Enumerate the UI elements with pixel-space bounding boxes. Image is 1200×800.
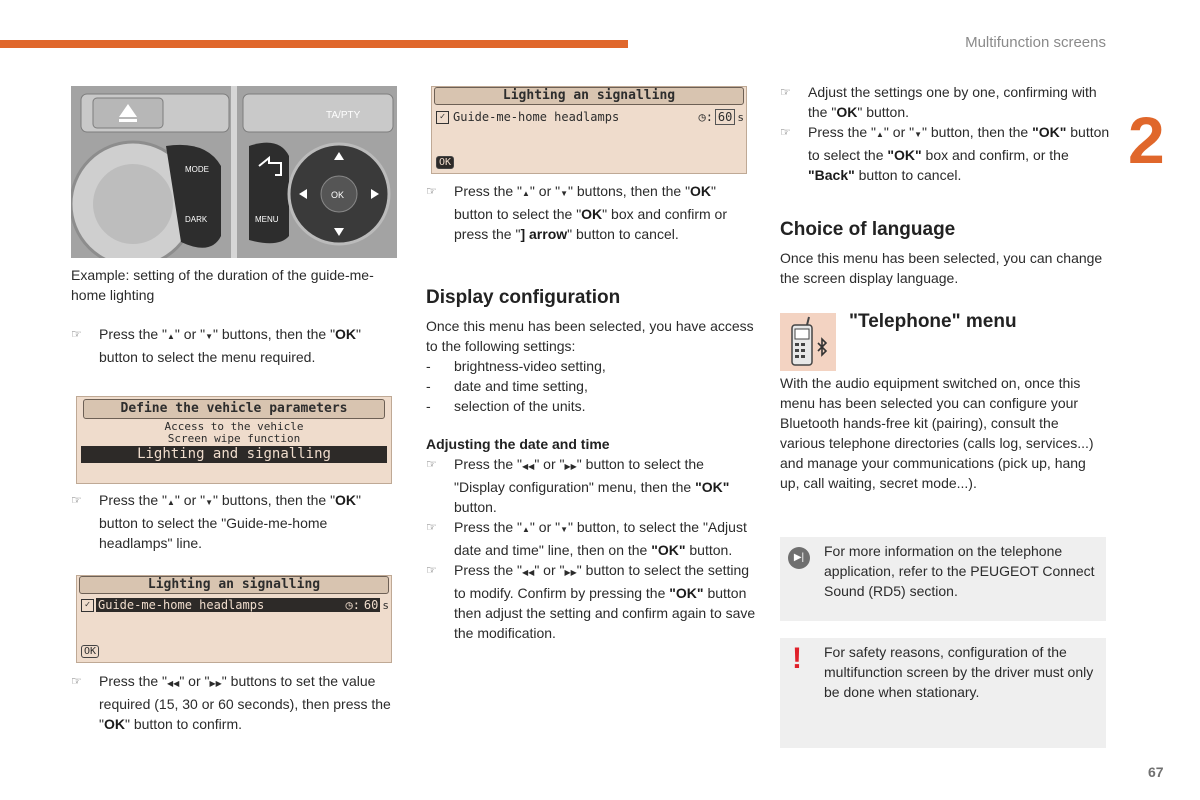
- lcd-lighting-signalling: [76, 575, 392, 663]
- pointing-hand-icon: ☞: [71, 493, 82, 507]
- up-arrow-icon: ▲: [522, 189, 530, 198]
- info-note: ▶| For more information on the telephone application, refer to the PEUGEOT Connect Sound (RD5) section.: [780, 537, 1106, 621]
- down-arrow-icon: ▼: [205, 332, 214, 341]
- pointing-hand-icon: ☞: [71, 327, 82, 341]
- adjust-step-2: ☞ Press the "▲" or "▼" button, to select the "Adjust date and time" line, then on the "OK" button.: [426, 519, 747, 558]
- forward-icon: ▶▶: [564, 462, 577, 471]
- down-arrow-icon: ▼: [914, 130, 923, 139]
- rewind-icon: ◀◀: [522, 462, 535, 471]
- checkbox-icon: ✓: [81, 599, 94, 612]
- ok-label: OK: [331, 190, 345, 200]
- lcd-title: Lighting an signalling: [434, 87, 744, 105]
- forward-icon: ▶▶: [209, 679, 222, 688]
- col3-step-1: ☞ Adjust the settings one by one, confirming with the "OK" button.: [780, 84, 1097, 120]
- pointing-hand-icon: ☞: [426, 520, 437, 534]
- up-arrow-icon: ▲: [876, 130, 884, 139]
- mode-label: MODE: [185, 165, 209, 174]
- control-panel-illustration: [71, 86, 397, 258]
- tapty-label: TA/PTY: [326, 110, 361, 121]
- telephone-heading-wrap: [849, 310, 1109, 334]
- menu-label: MENU: [255, 215, 279, 224]
- forward-icon: ▶▶: [564, 568, 577, 577]
- chapter-number: 2: [1128, 103, 1165, 177]
- rewind-icon: ◀◀: [522, 568, 535, 577]
- warning-icon: !: [792, 642, 802, 675]
- section-title: Multifunction screens: [965, 34, 1106, 51]
- lcd-selected-line: ✓ Guide-me-home headlamps ◷: 60 s: [81, 598, 389, 612]
- lcd-vehicle-parameters: [76, 396, 392, 484]
- bluetooth-phone-icon: [780, 313, 836, 371]
- up-arrow-icon: ▲: [167, 332, 175, 341]
- adjust-date-heading: Adjusting the date and time: [426, 436, 610, 452]
- pointing-hand-icon: ☞: [71, 674, 82, 688]
- telephone-heading: "Telephone" menu: [849, 311, 1017, 332]
- col1-step-2: ☞ Press the "▲" or "▼" buttons, then the "OK" button to select the "Guide-me-home headlamps" line.: [71, 492, 362, 551]
- adjust-step-3: ☞ Press the "◀◀" or "▶▶" button to select the setting to modify. Confirm by pressing the "OK" button then adjust the setting and confirm again to save the modification.: [426, 562, 756, 641]
- display-config-section: [426, 286, 756, 416]
- language-text: Once this menu has been selected, you can change the screen display language.: [780, 250, 1103, 286]
- col3-steps: [780, 82, 1110, 185]
- clock-icon: ◷:: [345, 598, 360, 612]
- adjust-date-section: [426, 434, 756, 643]
- lcd-title: Define the vehicle parameters: [83, 399, 385, 419]
- lcd-line: Access to the vehicle: [164, 420, 304, 433]
- up-arrow-icon: ▲: [522, 525, 530, 534]
- dark-label: DARK: [185, 215, 208, 224]
- down-arrow-icon: ▼: [205, 498, 214, 507]
- settings-list-item: - brightness-video setting,: [426, 358, 606, 374]
- warning-note: ! For safety reasons, configuration of the multifunction screen by the driver must only be done when stationary.: [780, 638, 1106, 748]
- pointing-hand-icon: ☞: [780, 125, 791, 139]
- lcd-selected-line: Lighting and signalling: [81, 446, 387, 463]
- lcd-lighting-signalling-ok: [431, 86, 747, 174]
- settings-list-item: - selection of the units.: [426, 398, 586, 414]
- settings-list-item: - date and time setting,: [426, 378, 588, 394]
- next-arrow-icon: ▶|: [788, 547, 810, 569]
- photo-caption: Example: setting of the duration of the guide-me-home lighting: [71, 267, 374, 303]
- display-config-intro: Once this menu has been selected, you have access to the following settings:: [426, 318, 754, 354]
- ok-box-selected: OK: [436, 156, 454, 169]
- up-arrow-icon: ▲: [167, 498, 175, 507]
- col3-step-2: ☞ Press the "▲" or "▼" button, then the "OK" button to select the "OK" box and confirm, or the "Back" button to cancel.: [780, 124, 1110, 183]
- checkbox-icon: ✓: [436, 111, 449, 124]
- control-panel-photo: [71, 86, 397, 258]
- clock-icon: ◷:: [698, 110, 713, 124]
- telephone-text-wrap: [780, 373, 1106, 493]
- adjust-step-1: ☞ Press the "◀◀" or "▶▶" button to select the "Display configuration" menu, then the "OK" button.: [426, 456, 730, 515]
- telephone-text: With the audio equipment switched on, once this menu has been selected you can configure your Bluetooth hands-free kit (pairing), consult the various telephone directories (calls log, services...) and manage your communications (pick up, hang up, call waiting, secret mode...).: [780, 375, 1094, 491]
- language-section: [780, 218, 1106, 288]
- language-heading: Choice of language: [780, 219, 956, 240]
- down-arrow-icon: ▼: [560, 189, 569, 198]
- col1-step-1: ☞ Press the "▲" or "▼" buttons, then the "OK" button to select the menu required.: [71, 326, 362, 365]
- pointing-hand-icon: ☞: [780, 85, 791, 99]
- page-number: 67: [1148, 764, 1164, 780]
- pointing-hand-icon: ☞: [426, 184, 437, 198]
- display-config-heading: Display configuration: [426, 287, 621, 308]
- header-accent-bar: [0, 40, 628, 48]
- col1-step-3: ☞ Press the "◀◀" or "▶▶" buttons to set the value required (15, 30 or 60 seconds), then press the "OK" button to confirm.: [71, 673, 391, 732]
- lcd-title: Lighting an signalling: [79, 576, 389, 594]
- lcd-line: Screen wipe function: [167, 432, 301, 445]
- pointing-hand-icon: ☞: [426, 563, 437, 577]
- down-arrow-icon: ▼: [560, 525, 569, 534]
- rewind-icon: ◀◀: [167, 679, 180, 688]
- col2-step-1: ☞ Press the "▲" or "▼" buttons, then the "OK" button to select the "OK" box and confirm or press the "] arrow" button to cancel.: [426, 183, 727, 242]
- lcd-line: ✓ Guide-me-home headlamps ◷: 60 s: [436, 109, 744, 125]
- pointing-hand-icon: ☞: [426, 457, 437, 471]
- ok-box: OK: [81, 645, 99, 658]
